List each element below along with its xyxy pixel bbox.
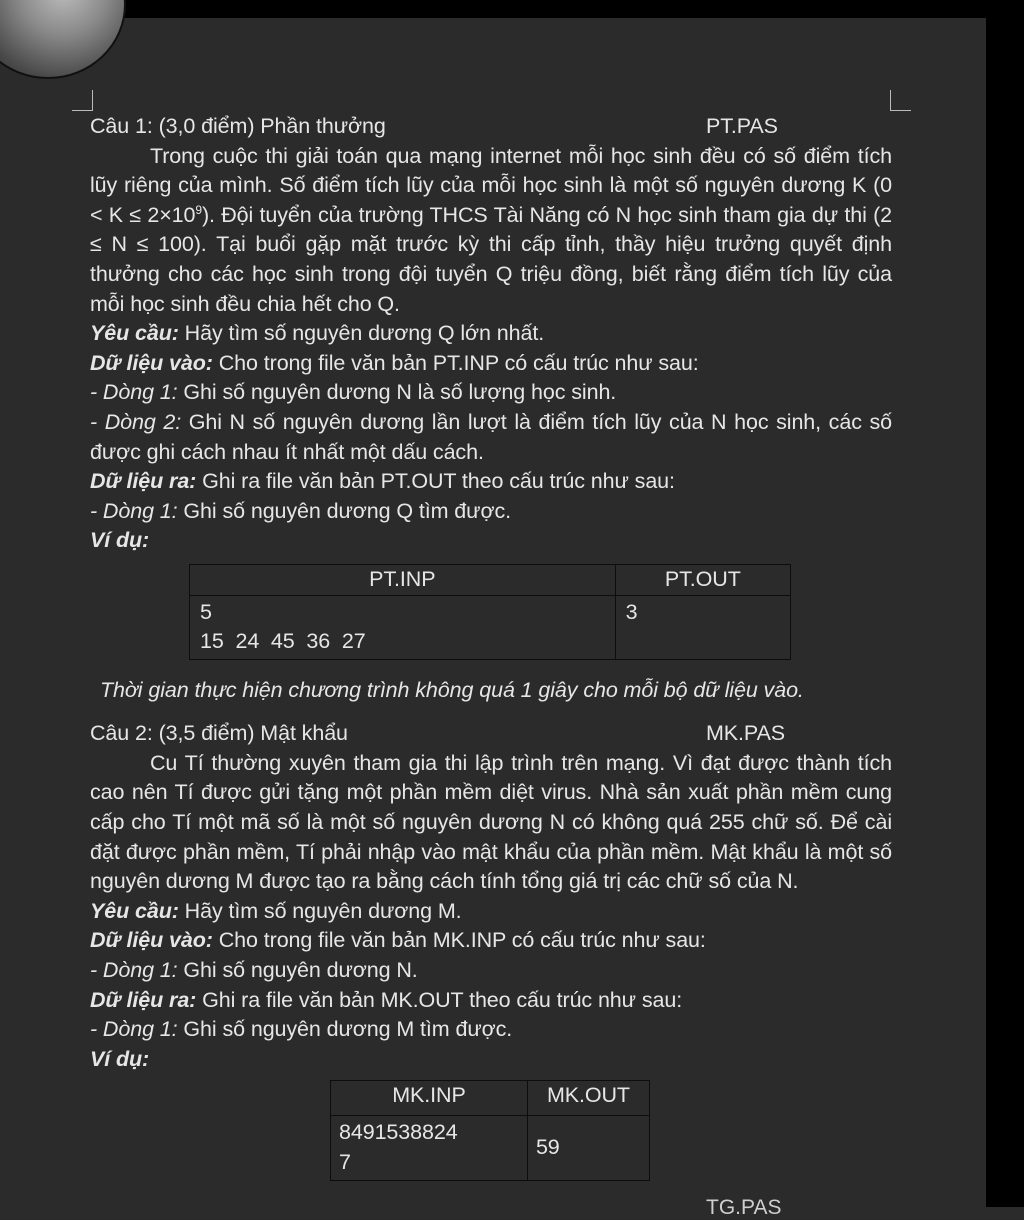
question-1-output-line-1: - Dòng 1: Ghi số nguyên dương Q tìm được. xyxy=(90,498,511,523)
question-2-filename: MK.PAS xyxy=(706,721,786,746)
table-header-output: MK.OUT xyxy=(527,1081,649,1116)
question-2-requirement: Yêu cầu: Hãy tìm số nguyên dương M. xyxy=(90,898,462,923)
question-1-output-spec: Dữ liệu ra: Ghi ra file văn bản PT.OUT theo cấu trúc như sau: xyxy=(90,469,675,494)
question-2-example-table xyxy=(330,1080,650,1180)
question-1-description: Trong cuộc thi giải toán qua mạng internet mỗi học sinh đều có số điểm tích lũy riêng của mình. Số điểm tích lũy của mỗi học sinh là một số nguyên dương K $(0 < K \le 2\times 10^9)$. Đội tuyển của trường THCS Tài Năng có N học sinh tham gia dự thi (2 ≤ N ≤ 100). Tại buổi gặp mặt trước kỳ thi cấp tỉnh, thầy hiệu trưởng quyết định thưởng cho các học sinh trong đội tuyển Q triệu đồng, biết rằng điểm tích lũy của mỗi học sinh đều chia hết cho Q. xyxy=(90,143,892,316)
page-corner-mark xyxy=(72,90,93,111)
question-2-example-label: Ví dụ: xyxy=(90,1046,150,1071)
question-1-input-spec: Dữ liệu vào: Cho trong file văn bản PT.INP có cấu trúc như sau: xyxy=(90,350,699,375)
question-2-input-spec: Dữ liệu vào: Cho trong file văn bản MK.INP có cấu trúc như sau: xyxy=(90,928,706,953)
question-2-output-spec: Dữ liệu ra: Ghi ra file văn bản MK.OUT theo cấu trúc như sau: xyxy=(90,987,683,1012)
question-1-example-label: Ví dụ: xyxy=(90,528,150,553)
table-cell-input: 8491538824 7 xyxy=(331,1116,528,1180)
question-1-input-line-1: - Dòng 1: Ghi số nguyên dương N là số lượng học sinh. xyxy=(90,380,617,405)
question-1-filename: PT.PAS xyxy=(706,114,778,138)
table-cell-output: 3 xyxy=(615,595,790,659)
table-cell-input: 5 15 24 45 36 27 xyxy=(190,595,616,659)
question-3-filename: TG.PAS xyxy=(706,1196,782,1219)
question-1-requirement: Yêu cầu: Hãy tìm số nguyên dương Q lớn nhất. xyxy=(90,321,545,346)
question-1-title: Câu 1: (3,0 điểm) Phần thưởng xyxy=(90,114,386,138)
question-1-header xyxy=(90,112,892,142)
table-header-input: PT.INP xyxy=(190,564,616,595)
table-header-output: PT.OUT xyxy=(615,564,790,595)
table-header-input: MK.INP xyxy=(331,1081,528,1116)
question-1-example-table xyxy=(189,564,791,660)
avatar[interactable] xyxy=(0,0,126,79)
question-2-output-line-1: - Dòng 1: Ghi số nguyên dương M tìm được. xyxy=(90,1017,513,1042)
question-2-description: Cu Tí thường xuyên tham gia thi lập trình trên mạng. Vì đạt được thành tích cao nên Tí được gửi tặng một phần mềm diệt virus. Nhà sản xuất phần mềm cung cấp cho Tí một mã số là một số nguyên dương N có không quá 255 chữ số. Để cài đặt được phần mềm, Tí phải nhập vào mật khẩu của phần mềm. Mật khẩu là một số nguyên dương M được tạo ra bằng cách tính tổng giá trị các chữ số của N. xyxy=(90,750,892,894)
page-corner-mark xyxy=(890,90,911,111)
question-2-input-line-1: - Dòng 1: Ghi số nguyên dương N. xyxy=(90,958,418,983)
table-cell-output: 59 xyxy=(527,1116,649,1180)
question-3-header-cut xyxy=(90,1196,892,1220)
right-black-bar xyxy=(986,0,1024,1207)
question-2-title: Câu 2: (3,5 điểm) Mật khẩu xyxy=(90,721,348,746)
time-limit-note: Thời gian thực hiện chương trình không quá 1 giây cho mỗi bộ dữ liệu vào. xyxy=(100,677,804,702)
question-2-header xyxy=(90,719,892,749)
top-black-bar xyxy=(0,0,1024,18)
question-1-input-line-2: - Dòng 2: Ghi N số nguyên dương lần lượt là điểm tích lũy của N học sinh, các số được ghi cách nhau ít nhất một dấu cách. xyxy=(90,409,892,464)
document-page xyxy=(90,112,892,1181)
